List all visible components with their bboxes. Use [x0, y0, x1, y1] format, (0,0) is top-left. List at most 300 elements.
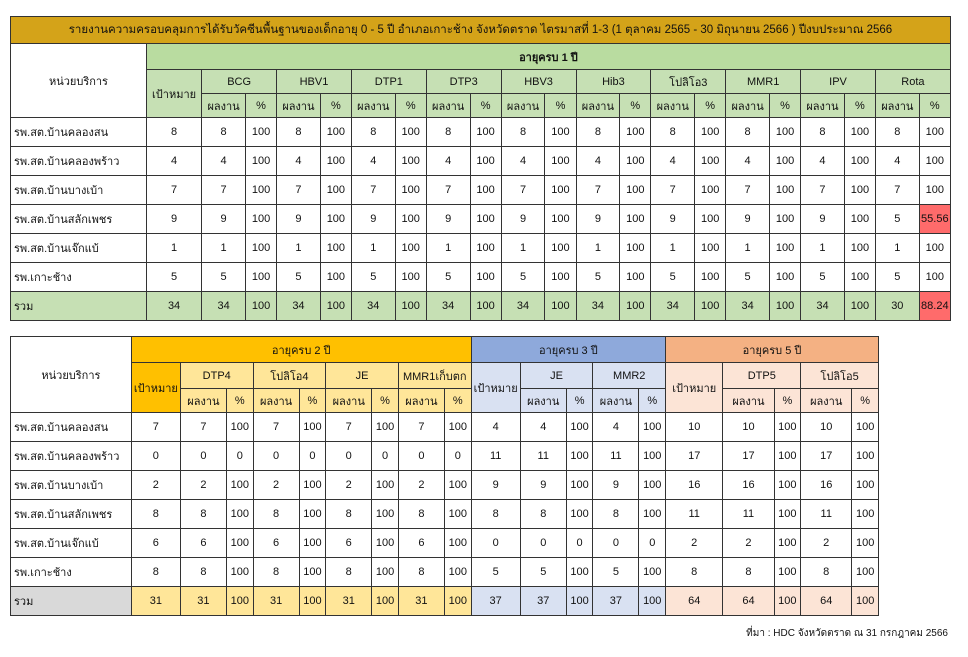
- target-value: 5: [146, 263, 201, 292]
- target-value: 2: [131, 471, 180, 500]
- percent-value: 100: [545, 147, 576, 176]
- result-value: 7: [398, 413, 444, 442]
- result-header: ผลงาน: [593, 389, 639, 413]
- total-percent: 100: [299, 587, 326, 616]
- percent-header: %: [395, 94, 426, 118]
- percent-header: %: [372, 389, 399, 413]
- result-value: 11: [801, 500, 852, 529]
- percent-value: 100: [844, 205, 875, 234]
- vaccine-header: DTP5: [723, 363, 801, 389]
- table-row: [11, 500, 879, 529]
- table-row: [11, 176, 951, 205]
- percent-value: 100: [919, 263, 950, 292]
- result-value: 7: [726, 176, 770, 205]
- age-5-group-header: อายุครบ 5 ปี: [666, 337, 879, 363]
- result-value: 8: [801, 558, 852, 587]
- target-value: 2: [666, 529, 723, 558]
- vaccine-header: โปลิโอ3: [651, 70, 726, 94]
- percent-value: 100: [444, 500, 471, 529]
- total-result: 34: [277, 292, 321, 321]
- result-value: 9: [651, 205, 695, 234]
- target-value: 0: [471, 529, 520, 558]
- result-value: 4: [426, 147, 470, 176]
- result-header: ผลงาน: [351, 94, 395, 118]
- target-value: 17: [666, 442, 723, 471]
- percent-value: 100: [395, 234, 426, 263]
- percent-value: 0: [372, 442, 399, 471]
- result-value: 2: [253, 471, 299, 500]
- percent-value: 100: [852, 471, 879, 500]
- percent-value: 100: [566, 558, 593, 587]
- percent-value: 100: [372, 500, 399, 529]
- result-value: 4: [576, 147, 620, 176]
- vaccine-header: MMR1เก็บตก: [398, 363, 471, 389]
- result-value: 5: [726, 263, 770, 292]
- total-percent: 100: [545, 292, 576, 321]
- percent-value: 100: [620, 234, 651, 263]
- total-result: 31: [398, 587, 444, 616]
- total-percent: 100: [620, 292, 651, 321]
- total-result: 31: [253, 587, 299, 616]
- percent-value: 100: [695, 263, 726, 292]
- result-value: 8: [180, 500, 226, 529]
- result-header: ผลงาน: [576, 94, 620, 118]
- result-value: 0: [520, 529, 566, 558]
- result-value: 6: [253, 529, 299, 558]
- target-header: เป้าหมาย: [666, 363, 723, 413]
- total-result: 30: [875, 292, 919, 321]
- result-value: 10: [723, 413, 774, 442]
- result-value: 5: [875, 263, 919, 292]
- result-value: 5: [426, 263, 470, 292]
- result-header: ผลงาน: [801, 389, 852, 413]
- result-header: ผลงาน: [253, 389, 299, 413]
- percent-value: 100: [245, 205, 276, 234]
- percent-value: 100: [320, 234, 351, 263]
- percent-value: 100: [320, 263, 351, 292]
- unit-header: หน่วยบริการ: [11, 44, 147, 118]
- result-header: ผลงาน: [277, 94, 321, 118]
- percent-header: %: [245, 94, 276, 118]
- target-value: 7: [131, 413, 180, 442]
- vaccine-header: HBV1: [277, 70, 352, 94]
- result-value: 5: [875, 205, 919, 234]
- percent-value: 100: [852, 500, 879, 529]
- percent-header: %: [769, 94, 800, 118]
- percent-value: 100: [545, 234, 576, 263]
- result-value: 8: [351, 118, 395, 147]
- result-value: 8: [426, 118, 470, 147]
- total-percent: 100: [852, 587, 879, 616]
- percent-value: 100: [226, 413, 253, 442]
- unit-name: รพ.สต.บ้านเจ๊กแบ้: [11, 234, 147, 263]
- percent-value: 0: [639, 529, 666, 558]
- result-value: 7: [651, 176, 695, 205]
- total-result: 34: [801, 292, 845, 321]
- target-value: 8: [146, 118, 201, 147]
- percent-value: 100: [769, 234, 800, 263]
- target-header: เป้าหมาย: [471, 363, 520, 413]
- total-result: 37: [593, 587, 639, 616]
- result-header: ผลงาน: [726, 94, 770, 118]
- result-value: 5: [576, 263, 620, 292]
- total-result: 64: [801, 587, 852, 616]
- total-percent: 100: [470, 292, 501, 321]
- total-percent: 100: [444, 587, 471, 616]
- percent-value: 100: [372, 413, 399, 442]
- result-value: 6: [180, 529, 226, 558]
- total-percent: 100: [639, 587, 666, 616]
- total-percent: 100: [226, 587, 253, 616]
- vaccine-header: JE: [520, 363, 593, 389]
- percent-value: 100: [844, 176, 875, 205]
- unit-name: รพ.สต.บ้านคลองสน: [11, 118, 147, 147]
- result-header: ผลงาน: [180, 389, 226, 413]
- age-1-group-header: อายุครบ 1 ปี: [146, 44, 950, 70]
- result-header: ผลงาน: [202, 94, 246, 118]
- percent-value: 100: [299, 413, 326, 442]
- percent-value: 100: [844, 263, 875, 292]
- target-value: 7: [146, 176, 201, 205]
- result-value: 1: [651, 234, 695, 263]
- result-value: 9: [277, 205, 321, 234]
- result-value: 4: [801, 147, 845, 176]
- result-value: 8: [180, 558, 226, 587]
- result-value: 9: [520, 471, 566, 500]
- total-percent: 100: [320, 292, 351, 321]
- percent-value: 55.56: [919, 205, 950, 234]
- percent-value: 100: [769, 176, 800, 205]
- target-header: เป้าหมาย: [146, 70, 201, 118]
- result-value: 0: [180, 442, 226, 471]
- total-target: 31: [131, 587, 180, 616]
- percent-value: 100: [444, 529, 471, 558]
- percent-value: 100: [852, 442, 879, 471]
- total-row: [11, 292, 951, 321]
- percent-value: 0: [226, 442, 253, 471]
- result-value: 5: [351, 263, 395, 292]
- percent-value: 100: [769, 118, 800, 147]
- result-value: 8: [726, 118, 770, 147]
- result-header: ผลงาน: [426, 94, 470, 118]
- result-value: 4: [351, 147, 395, 176]
- result-value: 8: [326, 500, 372, 529]
- unit-name: รพ.สต.บ้านคลองพร้าว: [11, 147, 147, 176]
- result-value: 6: [326, 529, 372, 558]
- table-row: [11, 442, 879, 471]
- percent-header: %: [444, 389, 471, 413]
- coverage-table-age-2-3-5: [10, 336, 879, 616]
- total-percent: 100: [566, 587, 593, 616]
- vaccine-header: BCG: [202, 70, 277, 94]
- total-result: 34: [651, 292, 695, 321]
- percent-value: 100: [299, 471, 326, 500]
- table-row: [11, 529, 879, 558]
- result-header: ผลงาน: [398, 389, 444, 413]
- percent-value: 100: [639, 413, 666, 442]
- total-result: 34: [576, 292, 620, 321]
- vaccine-header: Hib3: [576, 70, 651, 94]
- result-value: 7: [253, 413, 299, 442]
- percent-value: 100: [470, 147, 501, 176]
- vaccine-header: Rota: [875, 70, 950, 94]
- percent-value: 100: [245, 234, 276, 263]
- target-value: 4: [471, 413, 520, 442]
- result-value: 7: [277, 176, 321, 205]
- result-value: 8: [593, 500, 639, 529]
- result-value: 1: [726, 234, 770, 263]
- percent-header: %: [774, 389, 801, 413]
- result-value: 4: [501, 147, 545, 176]
- result-value: 5: [202, 263, 246, 292]
- result-value: 11: [723, 500, 774, 529]
- total-result: 34: [426, 292, 470, 321]
- percent-value: 100: [695, 234, 726, 263]
- vaccine-header: MMR2: [593, 363, 666, 389]
- target-value: 6: [131, 529, 180, 558]
- total-label: รวม: [11, 292, 147, 321]
- total-percent: 100: [844, 292, 875, 321]
- total-result: 34: [202, 292, 246, 321]
- percent-value: 100: [769, 205, 800, 234]
- target-value: 10: [666, 413, 723, 442]
- percent-value: 0: [444, 442, 471, 471]
- total-target: 34: [146, 292, 201, 321]
- vaccine-header: DTP3: [426, 70, 501, 94]
- target-value: 1: [146, 234, 201, 263]
- percent-value: 100: [545, 118, 576, 147]
- total-result: 34: [726, 292, 770, 321]
- result-value: 9: [576, 205, 620, 234]
- result-value: 8: [326, 558, 372, 587]
- unit-name: รพ.สต.บ้านบางเบ้า: [11, 471, 132, 500]
- percent-value: 100: [566, 442, 593, 471]
- table-row: [11, 147, 951, 176]
- percent-value: 100: [566, 413, 593, 442]
- result-value: 4: [520, 413, 566, 442]
- percent-value: 100: [774, 558, 801, 587]
- percent-value: 100: [395, 147, 426, 176]
- total-result: 31: [326, 587, 372, 616]
- total-percent: 100: [774, 587, 801, 616]
- percent-value: 100: [695, 176, 726, 205]
- total-label: รวม: [11, 587, 132, 616]
- percent-value: 100: [545, 176, 576, 205]
- result-value: 2: [723, 529, 774, 558]
- percent-value: 100: [245, 263, 276, 292]
- percent-value: 100: [919, 118, 950, 147]
- table-row: [11, 234, 951, 263]
- percent-value: 100: [470, 205, 501, 234]
- percent-value: 100: [226, 471, 253, 500]
- percent-header: %: [226, 389, 253, 413]
- percent-header: %: [639, 389, 666, 413]
- result-value: 11: [520, 442, 566, 471]
- percent-value: 100: [774, 442, 801, 471]
- result-value: 1: [501, 234, 545, 263]
- result-value: 7: [576, 176, 620, 205]
- percent-value: 100: [844, 147, 875, 176]
- percent-value: 100: [774, 471, 801, 500]
- result-value: 2: [801, 529, 852, 558]
- result-header: ผลงาน: [651, 94, 695, 118]
- result-value: 9: [726, 205, 770, 234]
- percent-value: 100: [226, 558, 253, 587]
- percent-value: 100: [620, 176, 651, 205]
- result-value: 1: [202, 234, 246, 263]
- percent-value: 100: [695, 118, 726, 147]
- percent-value: 100: [444, 558, 471, 587]
- target-value: 11: [471, 442, 520, 471]
- result-value: 5: [520, 558, 566, 587]
- percent-value: 100: [245, 176, 276, 205]
- percent-value: 100: [470, 118, 501, 147]
- percent-header: %: [620, 94, 651, 118]
- table-row: [11, 205, 951, 234]
- percent-value: 100: [226, 500, 253, 529]
- percent-value: 100: [299, 500, 326, 529]
- vaccine-header: MMR1: [726, 70, 801, 94]
- result-value: 2: [180, 471, 226, 500]
- result-value: 9: [351, 205, 395, 234]
- target-value: 8: [131, 558, 180, 587]
- result-value: 9: [593, 471, 639, 500]
- result-value: 4: [651, 147, 695, 176]
- table-row: [11, 118, 951, 147]
- percent-value: 100: [372, 471, 399, 500]
- percent-value: 100: [226, 529, 253, 558]
- percent-value: 100: [769, 147, 800, 176]
- result-header: ผลงาน: [520, 389, 566, 413]
- result-value: 0: [398, 442, 444, 471]
- result-value: 17: [723, 442, 774, 471]
- result-value: 8: [398, 558, 444, 587]
- result-value: 8: [723, 558, 774, 587]
- result-value: 9: [202, 205, 246, 234]
- total-result: 31: [180, 587, 226, 616]
- result-header: ผลงาน: [723, 389, 774, 413]
- unit-name: รพ.สต.บ้านเจ๊กแบ้: [11, 529, 132, 558]
- result-value: 7: [426, 176, 470, 205]
- vaccine-header: โปลิโอ5: [801, 363, 879, 389]
- total-percent: 100: [695, 292, 726, 321]
- percent-header: %: [695, 94, 726, 118]
- percent-header: %: [852, 389, 879, 413]
- percent-value: 100: [470, 234, 501, 263]
- percent-value: 100: [245, 118, 276, 147]
- total-percent: 88.24: [919, 292, 950, 321]
- percent-header: %: [566, 389, 593, 413]
- result-value: 8: [202, 118, 246, 147]
- result-value: 1: [351, 234, 395, 263]
- percent-value: 100: [844, 234, 875, 263]
- vaccine-header: IPV: [801, 70, 876, 94]
- result-header: ผลงาน: [326, 389, 372, 413]
- vaccine-header: HBV3: [501, 70, 576, 94]
- target-value: 16: [666, 471, 723, 500]
- result-value: 1: [426, 234, 470, 263]
- result-value: 8: [398, 500, 444, 529]
- result-value: 7: [326, 413, 372, 442]
- percent-value: 0: [299, 442, 326, 471]
- percent-header: %: [844, 94, 875, 118]
- table-row: [11, 263, 951, 292]
- target-header: เป้าหมาย: [131, 363, 180, 413]
- result-value: 8: [576, 118, 620, 147]
- total-result: 34: [351, 292, 395, 321]
- total-target: 64: [666, 587, 723, 616]
- result-value: 8: [253, 558, 299, 587]
- percent-value: 100: [774, 413, 801, 442]
- percent-value: 100: [695, 205, 726, 234]
- total-percent: 100: [245, 292, 276, 321]
- percent-value: 100: [299, 558, 326, 587]
- unit-name: รพ.เกาะช้าง: [11, 263, 147, 292]
- percent-value: 100: [395, 176, 426, 205]
- percent-value: 100: [299, 529, 326, 558]
- result-value: 8: [253, 500, 299, 529]
- result-value: 4: [875, 147, 919, 176]
- result-value: 8: [875, 118, 919, 147]
- unit-name: รพ.สต.บ้านบางเบ้า: [11, 176, 147, 205]
- result-value: 2: [398, 471, 444, 500]
- percent-value: 100: [852, 529, 879, 558]
- percent-value: 100: [320, 205, 351, 234]
- percent-value: 100: [245, 147, 276, 176]
- percent-value: 100: [769, 263, 800, 292]
- result-value: 7: [180, 413, 226, 442]
- result-value: 4: [202, 147, 246, 176]
- result-value: 0: [593, 529, 639, 558]
- percent-value: 100: [372, 529, 399, 558]
- percent-value: 100: [774, 529, 801, 558]
- percent-value: 100: [395, 263, 426, 292]
- result-value: 11: [593, 442, 639, 471]
- target-value: 4: [146, 147, 201, 176]
- unit-name: รพ.สต.บ้านคลองพร้าว: [11, 442, 132, 471]
- percent-value: 100: [774, 500, 801, 529]
- coverage-table-age-1: [10, 16, 951, 321]
- unit-header: หน่วยบริการ: [11, 337, 132, 413]
- total-row: [11, 587, 879, 616]
- result-value: 5: [593, 558, 639, 587]
- total-target: 37: [471, 587, 520, 616]
- result-value: 0: [326, 442, 372, 471]
- result-value: 9: [426, 205, 470, 234]
- unit-name: รพ.สต.บ้านคลองสน: [11, 413, 132, 442]
- target-value: 9: [471, 471, 520, 500]
- result-header: ผลงาน: [801, 94, 845, 118]
- percent-value: 100: [320, 176, 351, 205]
- result-header: ผลงาน: [875, 94, 919, 118]
- result-value: 5: [277, 263, 321, 292]
- percent-value: 100: [566, 500, 593, 529]
- percent-value: 100: [919, 234, 950, 263]
- percent-value: 100: [620, 118, 651, 147]
- result-value: 7: [351, 176, 395, 205]
- percent-value: 100: [620, 147, 651, 176]
- percent-value: 100: [919, 147, 950, 176]
- table-row: [11, 413, 879, 442]
- percent-value: 100: [470, 263, 501, 292]
- percent-header: %: [470, 94, 501, 118]
- percent-value: 0: [566, 529, 593, 558]
- vaccine-header: DTP1: [351, 70, 426, 94]
- percent-header: %: [919, 94, 950, 118]
- total-percent: 100: [769, 292, 800, 321]
- result-value: 10: [801, 413, 852, 442]
- total-percent: 100: [372, 587, 399, 616]
